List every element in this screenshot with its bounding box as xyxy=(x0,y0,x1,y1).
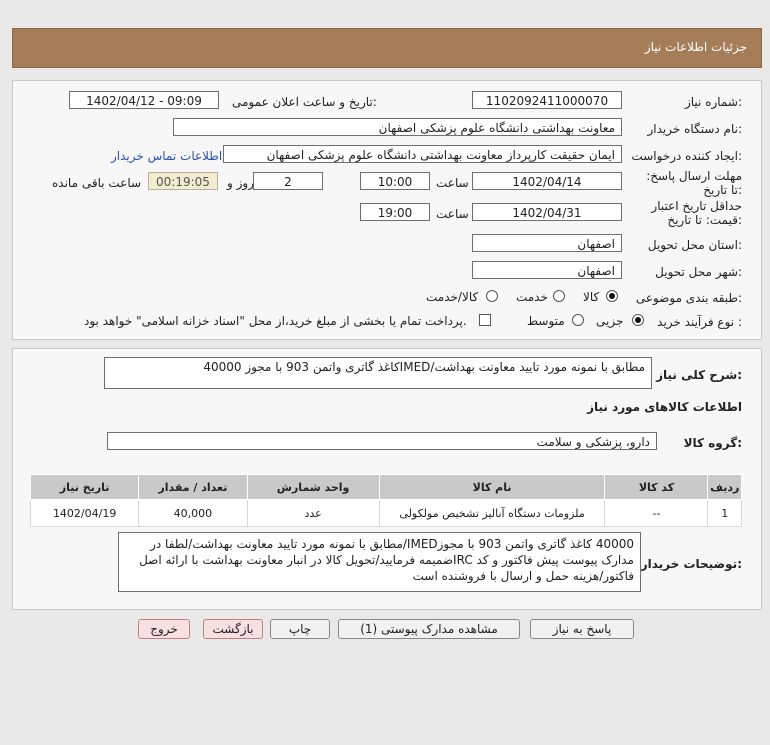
province-field: اصفهان xyxy=(472,234,622,252)
remaining-time-field: 00:19:05 xyxy=(148,172,218,190)
goods-table-header xyxy=(31,475,742,500)
print-button[interactable]: چاپ xyxy=(270,619,330,639)
treasury-payment-checkbox[interactable] xyxy=(479,314,491,326)
buyer-notes-label: توضیحات خریدار: xyxy=(640,557,742,571)
goods-group-field: دارو، پزشکی و سلامت xyxy=(107,432,657,450)
requester-field: ایمان حقیقت کارپرداز معاونت بهداشتی دانشگاه علوم پزشکی اصفهان xyxy=(223,145,622,163)
col-qty: تعداد / مقدار xyxy=(139,475,247,500)
city-label: شهر محل تحویل: xyxy=(655,265,742,279)
col-date: تاریخ نیاز xyxy=(31,475,139,500)
category-goods-service-label: کالا/خدمت xyxy=(426,290,479,304)
category-goods-label: کالا xyxy=(583,290,600,304)
buyer-org-label: نام دستگاه خریدار: xyxy=(647,122,742,136)
remaining-label: ساعت باقی مانده xyxy=(52,176,142,190)
validity-date-field: 1402/04/31 xyxy=(472,203,622,221)
process-medium-radio[interactable] xyxy=(572,314,584,329)
col-code: کد کالا xyxy=(605,475,708,500)
buyer-contact-link[interactable]: اطلاعات تماس خریدار xyxy=(111,149,223,163)
process-type-label: نوع فرآیند خرید : xyxy=(657,315,742,329)
category-service-label: خدمت xyxy=(516,290,548,304)
reply-button[interactable]: پاسخ به نیاز xyxy=(530,619,634,639)
col-row: ردیف xyxy=(708,475,742,500)
description-field: 40000 کاغذ گاتری واتمن 903 با مجوزIMED/مطابق با نمونه مورد تایید معاونت بهداشت xyxy=(104,357,652,389)
description-label: شرح کلی نیاز: xyxy=(656,368,742,382)
deadline-label: مهلت ارسال پاسخ: تا تاریخ: xyxy=(646,169,742,197)
category-service-radio[interactable] xyxy=(553,290,565,305)
col-name: نام کالا xyxy=(379,475,605,500)
view-attachments-button[interactable]: مشاهده مدارک پیوستی (1) xyxy=(338,619,520,639)
category-goods-service-radio[interactable] xyxy=(486,290,498,305)
col-unit: واحد شمارش xyxy=(247,475,379,500)
requester-label: ایجاد کننده درخواست: xyxy=(631,149,742,163)
cell-name: ملزومات دستگاه آنالیز تشخیص مولکولی xyxy=(379,500,605,527)
need-number-label: شماره نیاز: xyxy=(684,95,742,109)
days-label: روز و xyxy=(227,176,254,190)
announce-label: تاریخ و ساعت اعلان عمومی: xyxy=(232,95,377,109)
days-remaining-field: 2 xyxy=(253,172,323,190)
goods-group-label: گروه کالا: xyxy=(683,436,742,450)
process-minor-label: جزیی xyxy=(596,314,624,328)
category-label: طبقه بندی موضوعی: xyxy=(635,291,742,305)
deadline-time-label: ساعت xyxy=(436,176,469,190)
buyer-notes-field: 40000 کاغذ گاتری واتمن 903 با مجوزIMED/مطابق با نمونه مورد تایید معاونت بهداشت/لطفا در مدارک پیوست پیش فاکتور و کد IRCضمیمه فرمایید/تحویل کالا در انبار معاونت بهداشت با ارائه اصل فاکتور/هزینه حمل و ارسال با فروشنده است xyxy=(118,532,641,592)
cell-code: -- xyxy=(605,500,708,527)
process-medium-label: متوسط xyxy=(527,314,565,328)
treasury-payment-note: پرداخت تمام یا بخشی از مبلغ خرید،از محل "اسناد خزانه اسلامی" خواهد بود. xyxy=(84,314,467,328)
buyer-org-field: معاونت بهداشتی دانشگاه علوم پزشکی اصفهان xyxy=(173,118,622,136)
cell-unit: عدد xyxy=(247,500,379,527)
page-header xyxy=(12,28,762,68)
province-label: استان محل تحویل: xyxy=(647,238,742,252)
category-goods-radio[interactable] xyxy=(606,290,618,305)
validity-time-field: 19:00 xyxy=(360,203,430,221)
exit-button[interactable]: خروج xyxy=(138,619,190,639)
validity-time-label: ساعت xyxy=(436,207,469,221)
cell-qty: 40,000 xyxy=(139,500,247,527)
deadline-time-field: 10:00 xyxy=(360,172,430,190)
city-field: اصفهان xyxy=(472,261,622,279)
cell-row: 1 xyxy=(708,500,742,527)
process-minor-radio[interactable] xyxy=(632,314,644,329)
goods-table xyxy=(30,474,742,527)
deadline-date-field: 1402/04/14 xyxy=(472,172,622,190)
price-validity-label: حداقل تاریخ اعتبار قیمت: تا تاریخ: xyxy=(651,199,742,227)
need-number-field: 1102092411000070 xyxy=(472,91,622,109)
back-button[interactable]: بازگشت xyxy=(203,619,263,639)
table-row xyxy=(31,500,742,527)
goods-section-title: اطلاعات کالاهای مورد نیاز xyxy=(587,400,742,414)
announce-datetime-field: 1402/04/12 - 09:09 xyxy=(69,91,219,109)
page-title: جزئیات اطلاعات نیاز xyxy=(644,40,747,54)
cell-date: 1402/04/19 xyxy=(31,500,139,527)
